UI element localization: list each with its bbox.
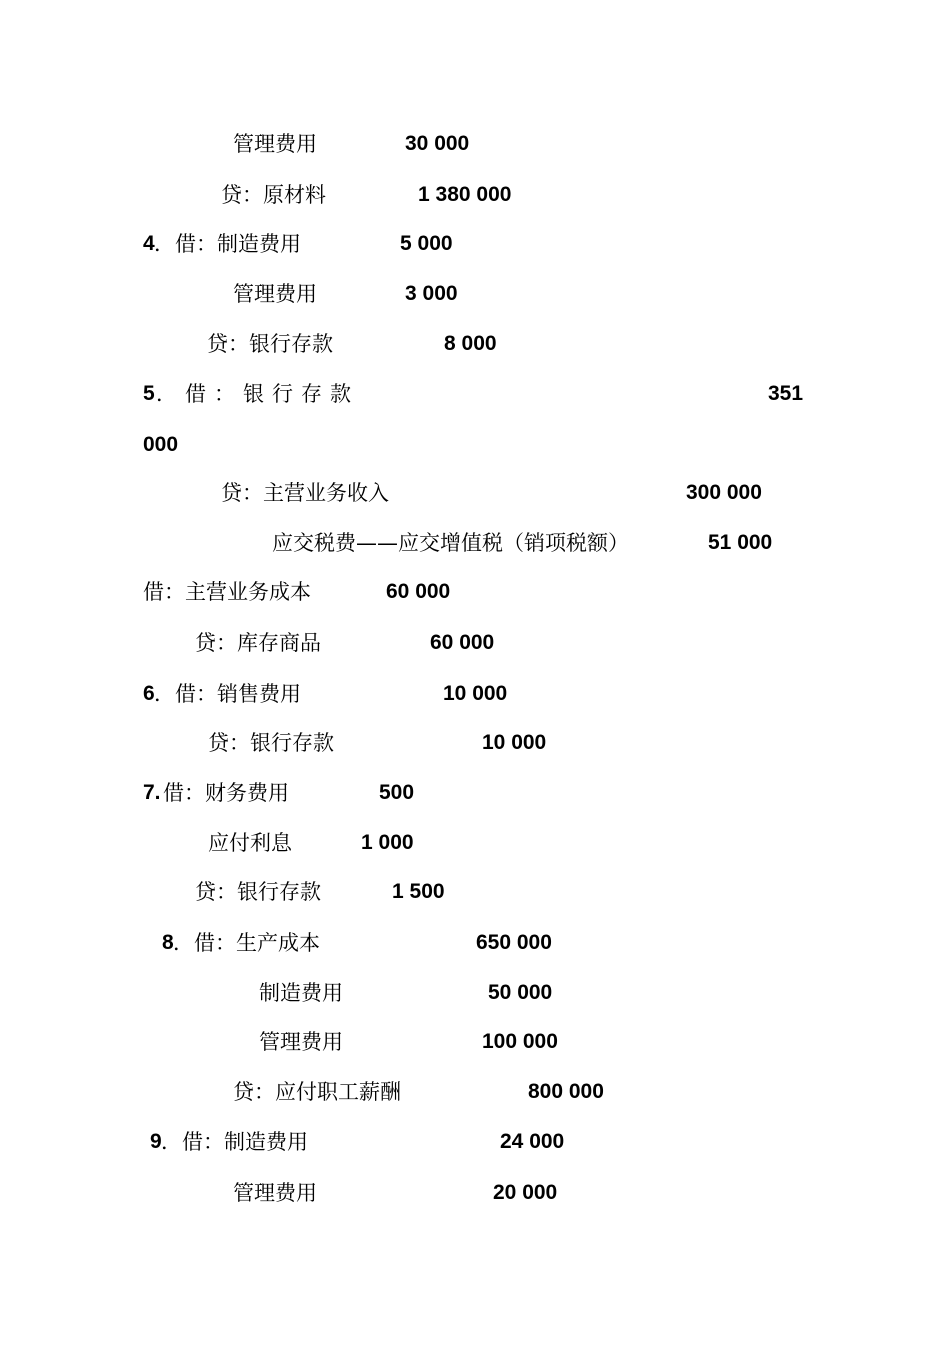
account-name: 管理费用: [259, 1030, 343, 1054]
amount-continued: 000: [143, 433, 179, 456]
amount: 351: [768, 382, 804, 405]
amount: 24 000: [500, 1130, 565, 1153]
account-name: 贷：银行存款: [208, 731, 334, 755]
amount: 300 000: [686, 481, 762, 504]
entry-number: 4: [143, 232, 155, 255]
account-name: 贷：原材料: [221, 183, 326, 207]
amount: 10 000: [482, 731, 547, 754]
account-name: ．借：销售费用: [154, 682, 301, 706]
entry-number: 6: [143, 682, 155, 705]
account-name: 借：主营业务成本: [143, 580, 311, 604]
amount: 30 000: [405, 132, 470, 155]
entry-number: 9: [150, 1130, 162, 1153]
entry-number: 7.: [143, 781, 161, 804]
account-name: 管理费用: [233, 132, 317, 156]
amount: 1 500: [392, 880, 445, 903]
account-name: 贷：应付职工薪酬: [233, 1080, 401, 1104]
account-name: ．借：生产成本: [173, 931, 320, 955]
entry-number: 5: [143, 382, 155, 405]
amount: 100 000: [482, 1030, 558, 1053]
amount: 1 000: [361, 831, 414, 854]
amount: 8 000: [444, 332, 497, 355]
account-name: 制造费用: [259, 981, 343, 1005]
amount: 51 000: [708, 531, 773, 554]
amount: 60 000: [386, 580, 451, 603]
amount: 50 000: [488, 981, 553, 1004]
account-name: 贷：银行存款: [195, 880, 321, 904]
account-name: 应付利息: [208, 831, 292, 855]
amount: 5 000: [400, 232, 453, 255]
account-name: 管理费用: [233, 282, 317, 306]
amount: 1 380 000: [418, 183, 512, 206]
account-name: 贷：银行存款: [207, 332, 333, 356]
account-name: 管理费用: [233, 1181, 317, 1205]
amount: 60 000: [430, 631, 495, 654]
account-name: 贷：库存商品: [195, 631, 321, 655]
entry-number: 8: [162, 931, 174, 954]
amount: 10 000: [443, 682, 508, 705]
amount: 800 000: [528, 1080, 604, 1103]
account-name: 借：财务费用: [163, 781, 289, 805]
amount: 3 000: [405, 282, 458, 305]
account-name: ．借：银行存款: [156, 382, 359, 406]
account-name: 贷：主营业务收入: [221, 481, 389, 505]
account-name: 应交税费——应交增值税（销项税额）: [272, 531, 629, 555]
amount: 500: [379, 781, 415, 804]
amount: 20 000: [493, 1181, 558, 1204]
account-name: ．借：制造费用: [161, 1130, 308, 1154]
account-name: ．借：制造费用: [154, 232, 301, 256]
amount: 650 000: [476, 931, 552, 954]
